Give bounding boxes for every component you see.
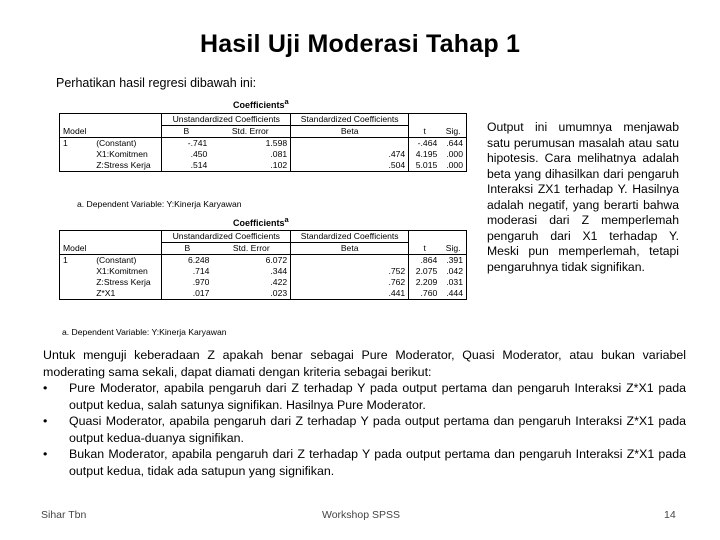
slide-title: Hasil Uji Moderasi Tahap 1 xyxy=(199,30,521,58)
t1-header-b: B xyxy=(162,126,210,138)
criteria-lead: Untuk menguji keberadaan Z apakah benar sebagai Pure Moderator, Quasi Moderator, atau bukan variabel moderating sama sekali, dapat diamati dengan kriteria sebagai berikut: xyxy=(43,348,686,379)
side-explanation: Output ini umumnya menjawab satu perumusan masalah atau satu hipotesis. Cara melihatnya adalah beta yang dihasilkan dari pengaruh Interaksi ZX1 terhadap Y. Hasilnya adalah negatif, yang berarti bahwa moderasi dari Z memperlemah pengaruh dari X1 terhadap Y. Meski pun memperlemah, tetapi pengaruhnya tidak signifikan. xyxy=(487,120,679,274)
t2-header-b: B xyxy=(162,243,213,255)
t2-model-number: 1 xyxy=(63,255,68,265)
t1-header-std-error: Std. Error xyxy=(210,126,290,138)
t1-group-std: Standardized Coefficients xyxy=(291,114,409,126)
t2-header-t: t xyxy=(409,243,441,255)
table-row: X1:Komitmen .714 .344 .752 2.075 .042 xyxy=(96,266,463,276)
page-number: 14 xyxy=(664,509,676,521)
table-row: Z*X1 .017 .023 .441 .760 .444 xyxy=(96,288,463,298)
t1-dependent-note: a. Dependent Variable: Y:Kinerja Karyawan xyxy=(77,199,242,209)
footer-title: Workshop SPSS xyxy=(322,509,401,521)
bullet-icon: • xyxy=(43,414,48,428)
criteria-text xyxy=(43,347,686,479)
t2-group-unstd: Unstandardized Coefficients xyxy=(162,231,291,243)
t2-header-sig: Sig. xyxy=(440,243,466,255)
table-row: 1 (Constant) -.741 1.598 -.464 .644 xyxy=(60,138,467,150)
table-row: Z:Stress Kerja .514 .102 .504 5.015 .000 xyxy=(96,160,463,170)
t1-header-t: t xyxy=(409,126,441,138)
bullet-icon: • xyxy=(43,447,48,461)
table-row: X1:Komitmen .450 .081 .474 4.195 .000 xyxy=(96,149,463,159)
bullet-icon: • xyxy=(43,381,48,395)
intro-text: Perhatikan hasil regresi dibawah ini: xyxy=(56,76,257,90)
t2-header-beta: Beta xyxy=(291,243,409,255)
t2-group-std: Standardized Coefficients xyxy=(291,231,409,243)
list-item: • Quasi Moderator, apabila pengaruh dari Z terhadap Y pada output pertama dan pengaruh Interaksi Z*X1 pada output kedua-duanya signifikan. xyxy=(43,414,686,445)
table-row: Z:Stress Kerja .970 .422 .762 2.209 .031 xyxy=(96,277,463,287)
t2-header-std-error: Std. Error xyxy=(212,243,290,255)
t1-header-beta: Beta xyxy=(291,126,409,138)
t1-header-model: Model xyxy=(60,126,94,138)
table-row: 1 (Constant) 6.248 6.072 .864 .391 xyxy=(60,255,467,267)
footer-author: Sihar Tbn xyxy=(41,509,87,521)
list-item: • Bukan Moderator, apabila pengaruh dari Z terhadap Y pada output pertama dan pengaruh Interaksi Z*X1 pada output kedua, tidak ada satupun yang signifikan. xyxy=(43,447,686,478)
table2-caption: Coefficients$^a$ xyxy=(233,215,289,228)
t2-dependent-note: a. Dependent Variable: Y:Kinerja Karyawan xyxy=(62,327,227,337)
coefficients-table-1 xyxy=(59,113,467,172)
list-item: • Pure Moderator, apabila pengaruh dari Z terhadap Y pada output pertama dan pengaruh Interaksi Z*X1 pada output kedua, salah satunya signifikan. Hasilnya Pure Moderator. xyxy=(43,381,686,412)
t2-header-model: Model xyxy=(60,243,94,255)
table1-caption: Coefficients$^a$ xyxy=(233,97,289,110)
t1-group-unstd: Unstandardized Coefficients xyxy=(162,114,291,126)
t1-model-number: 1 xyxy=(63,138,68,148)
coefficients-table-2 xyxy=(59,230,467,300)
t1-header-sig: Sig. xyxy=(440,126,466,138)
